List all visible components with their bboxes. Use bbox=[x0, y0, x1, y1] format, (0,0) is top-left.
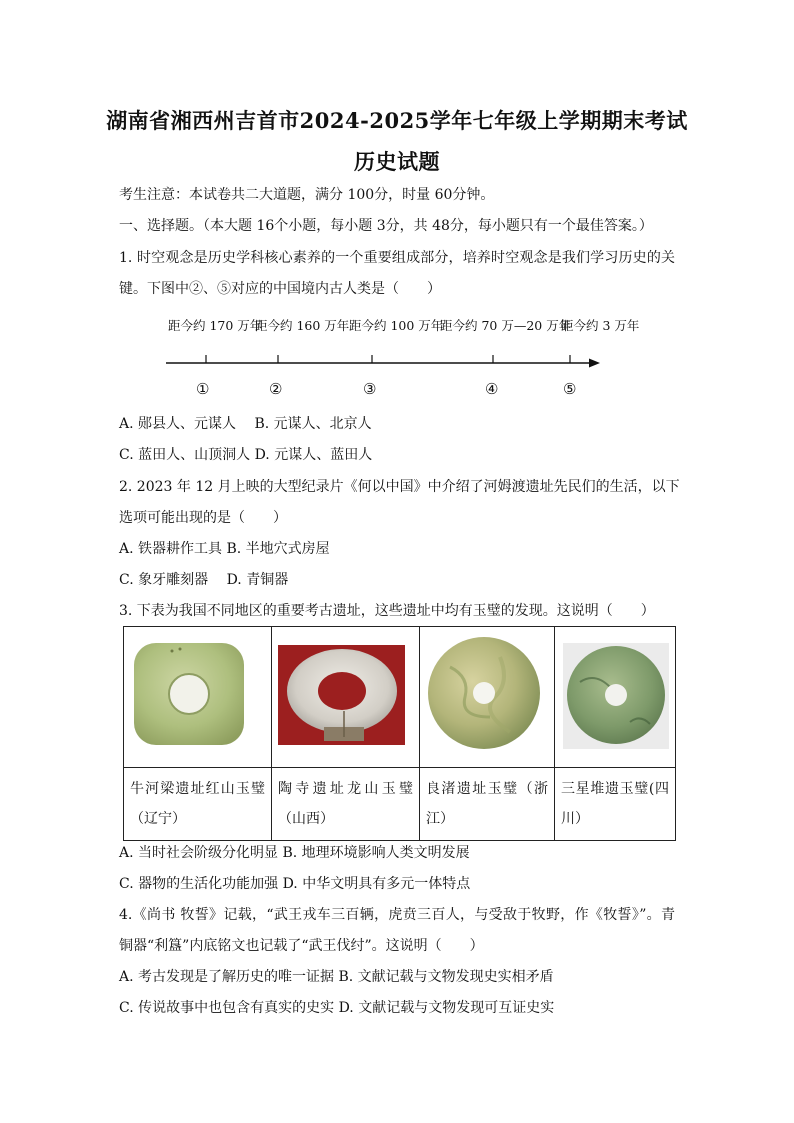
q4-options-line2: C. 传说故事中也包含有真实的史实 D. 文献记载与文物发现可互证史实 bbox=[119, 1000, 555, 1016]
jade-caption-2-line2: （山西） bbox=[278, 811, 334, 827]
q1-stem-line2: 键。下图中②、⑤对应的中国境内古人类是（ ） bbox=[119, 281, 441, 297]
timeline-marker-1: ① bbox=[196, 380, 210, 398]
q1-stem-line1: 1. 时空观念是历史学科核心素养的一个重要组成部分，培养时空观念是我们学习历史的关 bbox=[119, 250, 675, 266]
q2-options-line1: A. 铁器耕作工具 B. 半地穴式房屋 bbox=[119, 541, 330, 557]
section-heading: 一、选择题。（本大题 16个小题，每小题 3分，共 48分，每小题只有一个最佳答案。） bbox=[119, 218, 653, 234]
timeline-arrow-icon bbox=[589, 359, 600, 368]
liangzhu-jade-disc-image bbox=[420, 627, 554, 763]
jade-image-cell-4 bbox=[555, 627, 676, 768]
jade-caption-3 bbox=[420, 768, 555, 841]
q2-stem-line1: 2. 2023 年 12 月上映的大型纪录片《何以中国》中介绍了河姆渡遗址先民们的生活，以下 bbox=[119, 479, 680, 495]
timeline-label-2: 距今约 160 万年 bbox=[255, 318, 350, 333]
timeline-label-4: 距今约 70 万—20 万年 bbox=[440, 318, 572, 333]
longshan-jade-disc-image bbox=[272, 627, 419, 763]
jade-caption-4-line2: 川） bbox=[561, 811, 589, 827]
jade-image-cell-3 bbox=[420, 627, 555, 768]
jade-caption-3-line2: 江） bbox=[426, 811, 454, 827]
paper-title-line2: 历史试题 bbox=[354, 149, 440, 174]
timeline-marker-5: ⑤ bbox=[563, 380, 577, 398]
q4-options-line1: A. 考古发现是了解历史的唯一证据 B. 文献记载与文物发现史实相矛盾 bbox=[119, 969, 554, 985]
q3-options-line1: A. 当时社会阶级分化明显 B. 地理环境影响人类文明发展 bbox=[119, 845, 470, 861]
timeline-label-1: 距今约 170 万年 bbox=[168, 318, 263, 333]
q1-options-line2: C. 蓝田人、山顶洞人 D. 元谋人、蓝田人 bbox=[119, 447, 373, 463]
jade-caption-1-line1: 牛河梁遗址红山玉璧 bbox=[130, 781, 265, 797]
timeline-marker-4: ④ bbox=[485, 380, 499, 398]
sanxingdui-jade-disc-image bbox=[555, 627, 675, 763]
q2-stem-line2: 选项可能出现的是（ ） bbox=[119, 510, 287, 526]
jade-caption-2-line1: 陶寺遗址龙山玉璧 bbox=[278, 781, 413, 797]
timeline-axis bbox=[160, 352, 605, 372]
q4-stem-line2: 铜器“利簋”内底铭文也记载了“武王伐纣”。这说明（ ） bbox=[119, 938, 484, 954]
q4-stem-line1: 4.《尚书 牧誓》记载，“武王戎车三百辆，虎贲三百人，与受敌于牧野，作《牧誓》”。青 bbox=[119, 907, 675, 923]
q3-stem: 3. 下表为我国不同地区的重要考古遗址，这些遗址中均有玉璧的发现。这说明（ ） bbox=[119, 603, 655, 619]
jade-image-cell-2 bbox=[272, 627, 420, 768]
exam-notice: 考生注意：本试卷共二大道题，满分 100分，时量 60分钟。 bbox=[119, 187, 495, 203]
timeline-marker-2: ② bbox=[269, 380, 283, 398]
q3-options-line2: C. 器物的生活化功能加强 D. 中华文明具有多元一体特点 bbox=[119, 876, 471, 892]
jade-caption-4 bbox=[555, 768, 676, 841]
jade-caption-1 bbox=[124, 768, 272, 841]
q2-options-line2: C. 象牙雕刻器 D. 青铜器 bbox=[119, 572, 289, 588]
timeline-label-5: 距今约 3 万年 bbox=[561, 318, 640, 333]
jade-image-cell-1 bbox=[124, 627, 272, 768]
jade-caption-2 bbox=[272, 768, 420, 841]
paper-title-line1: 湖南省湘西州吉首市2024-2025学年七年级上学期期末考试 bbox=[106, 108, 688, 133]
timeline-marker-3: ③ bbox=[363, 380, 377, 398]
timeline-label-3: 距今约 100 万年 bbox=[349, 318, 444, 333]
q1-options-line1: A. 郧县人、元谋人 B. 元谋人、北京人 bbox=[119, 416, 372, 432]
jade-caption-4-line1: 三星堆遗玉璧(四 bbox=[561, 781, 669, 797]
jade-caption-3-line1: 良渚遗址玉璧（浙 bbox=[426, 781, 548, 797]
jade-disc-table bbox=[123, 626, 676, 841]
hongshan-jade-disc-image bbox=[124, 627, 271, 763]
jade-caption-1-line2: （辽宁） bbox=[130, 811, 186, 827]
